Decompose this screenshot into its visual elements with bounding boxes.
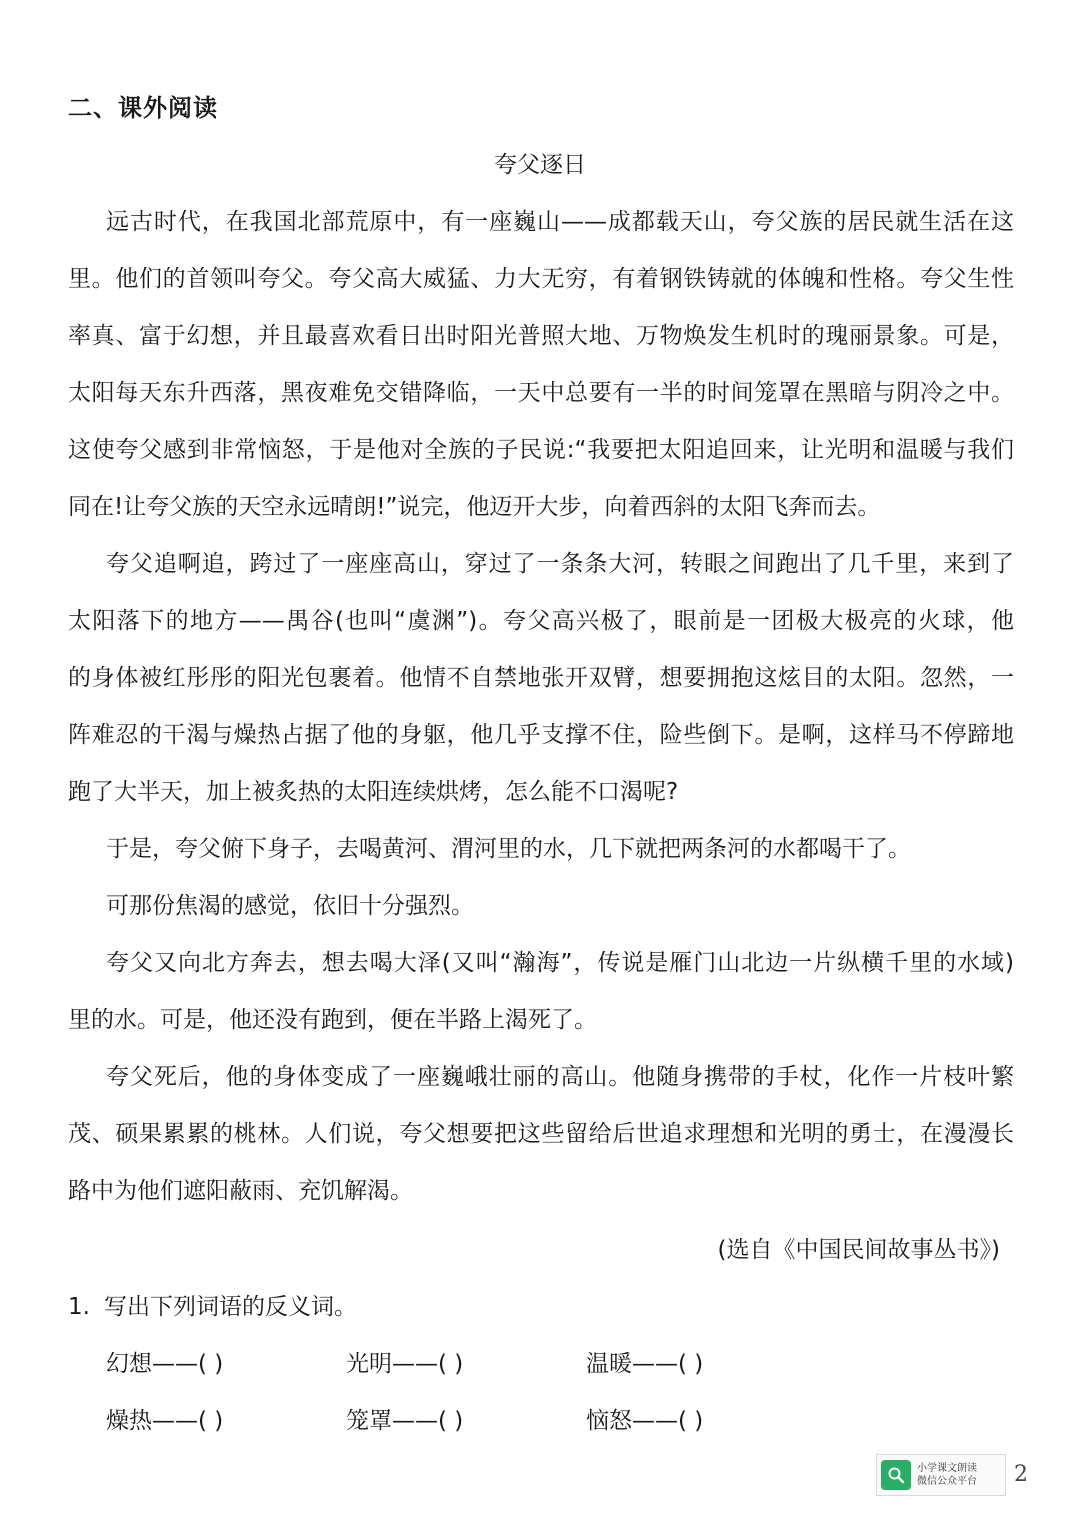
antonym-item <box>586 1345 758 1378</box>
antonym-word: 笼罩—— <box>346 1408 438 1434</box>
passage-line: 茂、硕果累累的桃林。人们说，夸父想要把这些留给后世追求理想和光明的勇士，在漫漫长 <box>68 1121 1014 1147</box>
badge-text <box>917 1462 977 1488</box>
answer-blank[interactable]: ( ) <box>438 1408 464 1434</box>
answer-blank[interactable]: ( ) <box>198 1408 224 1434</box>
answer-blank[interactable]: ( ) <box>438 1351 464 1377</box>
passage-line: 太阳每天东升西落，黑夜难免交错降临，一天中总要有一半的时间笼罩在黑暗与阴冷之中。 <box>68 380 1014 406</box>
page-number: 2 <box>1014 1462 1028 1487</box>
antonym-item <box>346 1402 518 1435</box>
passage-line: 夸父又向北方奔去，想去喝大泽(又叫“瀚海”，传说是雁门山北边一片纵横千里的水域) <box>106 950 1014 976</box>
antonym-word: 恼怒—— <box>586 1408 678 1434</box>
passage-line: 率真、富于幻想，并且最喜欢看日出时阳光普照大地、万物焕发生机时的瑰丽景象。可是， <box>68 323 1014 349</box>
passage-line: 太阳落下的地方——禺谷(也叫“虞渊”)。夸父高兴极了，眼前是一团极大极亮的火球，他 <box>68 608 1014 634</box>
answer-blank[interactable]: ( ) <box>678 1351 704 1377</box>
passage-line: 路中为他们遮阳蔽雨、充饥解渴。 <box>68 1178 413 1204</box>
passage-line: 夸父死后，他的身体变成了一座巍峨壮丽的高山。他随身携带的手杖，化作一片枝叶繁 <box>106 1064 1014 1090</box>
answer-blank[interactable]: ( ) <box>678 1408 704 1434</box>
story-title: 夸父逐日 <box>494 152 586 178</box>
antonym-item <box>346 1345 518 1378</box>
passage-line: 这使夸父感到非常恼怒，于是他对全族的子民说:“我要把太阳追回来，让光明和温暖与我们 <box>68 437 1014 463</box>
wechat-account-badge[interactable] <box>876 1454 1006 1496</box>
passage-line: 远古时代，在我国北部荒原中，有一座巍山——成都载天山，夸父族的居民就生活在这 <box>106 209 1014 235</box>
source-citation: (选自《中国民间故事丛书》) <box>717 1237 1000 1263</box>
question-number: 1. <box>68 1294 90 1320</box>
passage-line: 跑了大半天，加上被炙热的太阳连续烘烤，怎么能不口渴呢? <box>68 779 679 805</box>
badge-line: 小学课文朗读 <box>917 1463 977 1474</box>
passage-line: 里。他们的首领叫夸父。夸父高大威猛、力大无穷，有着钢铁铸就的体魄和性格。夸父生性 <box>68 266 1014 292</box>
antonym-word: 燥热—— <box>106 1408 198 1434</box>
antonym-item <box>586 1402 758 1435</box>
passage-line: 夸父追啊追，跨过了一座座高山，穿过了一条条大河，转眼之间跑出了几千里，来到了 <box>106 551 1014 577</box>
passage-line: 同在!让夸父族的天空永远晴朗!”说完，他迈开大步，向着西斜的太阳飞奔而去。 <box>68 494 881 520</box>
answer-blank[interactable]: ( ) <box>198 1351 224 1377</box>
antonym-word: 幻想—— <box>106 1351 198 1377</box>
search-icon <box>881 1460 911 1490</box>
question-text: 写出下列词语的反义词。 <box>104 1294 357 1320</box>
question-1 <box>68 1288 357 1321</box>
passage-line: 的身体被红彤彤的阳光包裹着。他情不自禁地张开双臂，想要拥抱这炫目的太阳。忽然，一 <box>68 665 1014 691</box>
antonym-word: 温暖—— <box>586 1351 678 1377</box>
passage-line: 里的水。可是，他还没有跑到，便在半路上渴死了。 <box>68 1007 597 1033</box>
antonym-item <box>106 1402 278 1435</box>
passage-line: 可那份焦渴的感觉，依旧十分强烈。 <box>106 893 474 919</box>
badge-line: 微信公众平台 <box>917 1476 977 1487</box>
passage-line: 于是，夸父俯下身子，去喝黄河、渭河里的水，几下就把两条河的水都喝干了。 <box>106 836 911 862</box>
antonym-item <box>106 1345 278 1378</box>
section-title: 二、课外阅读 <box>68 94 218 122</box>
passage-line: 阵难忍的干渴与燥热占据了他的身躯，他几乎支撑不住，险些倒下。是啊，这样马不停蹄地 <box>68 722 1014 748</box>
antonym-word: 光明—— <box>346 1351 438 1377</box>
